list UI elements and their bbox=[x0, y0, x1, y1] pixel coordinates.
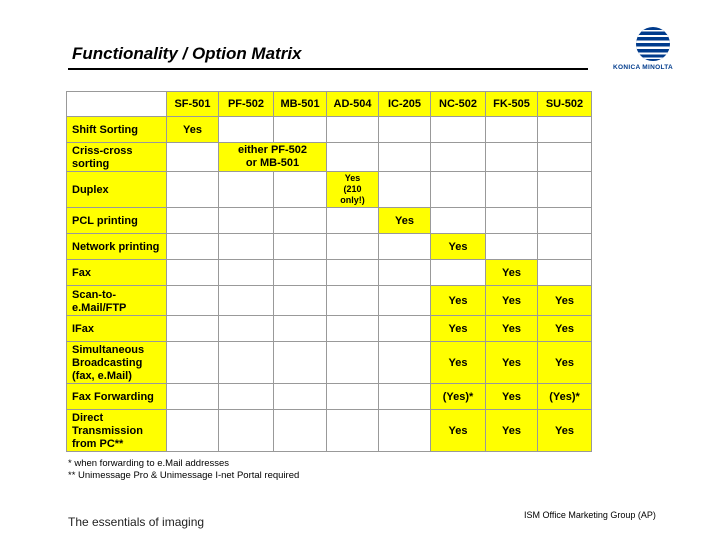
empty-cell bbox=[327, 234, 379, 260]
empty-cell bbox=[431, 172, 486, 208]
empty-cell bbox=[538, 234, 592, 260]
matrix-cell: Yes bbox=[431, 286, 486, 316]
empty-cell bbox=[167, 143, 219, 172]
matrix-cell: Yes bbox=[538, 410, 592, 452]
empty-cell bbox=[274, 410, 327, 452]
empty-cell bbox=[538, 117, 592, 143]
table-row bbox=[67, 208, 592, 234]
empty-cell bbox=[167, 410, 219, 452]
corner-cell bbox=[67, 92, 167, 117]
matrix-cell: Yes bbox=[167, 117, 219, 143]
column-header: MB-501 bbox=[274, 92, 327, 117]
footer-credit: ISM Office Marketing Group (AP) bbox=[524, 510, 656, 520]
table-row bbox=[67, 384, 592, 410]
empty-cell bbox=[167, 384, 219, 410]
column-header: AD-504 bbox=[327, 92, 379, 117]
empty-cell bbox=[327, 143, 379, 172]
empty-cell bbox=[274, 234, 327, 260]
empty-cell bbox=[431, 143, 486, 172]
empty-cell bbox=[538, 208, 592, 234]
empty-cell bbox=[167, 208, 219, 234]
row-label: Scan-to- e.Mail/FTP bbox=[67, 286, 167, 316]
empty-cell bbox=[486, 208, 538, 234]
empty-cell bbox=[219, 260, 274, 286]
empty-cell bbox=[219, 384, 274, 410]
table-row bbox=[67, 316, 592, 342]
matrix-cell: Yes bbox=[486, 410, 538, 452]
empty-cell bbox=[379, 260, 431, 286]
empty-cell bbox=[219, 342, 274, 384]
empty-cell bbox=[327, 117, 379, 143]
table-row bbox=[67, 234, 592, 260]
row-label: Fax bbox=[67, 260, 167, 286]
empty-cell bbox=[219, 208, 274, 234]
empty-cell bbox=[431, 260, 486, 286]
merged-cell: either PF-502 or MB-501 bbox=[219, 143, 327, 172]
empty-cell bbox=[274, 286, 327, 316]
empty-cell bbox=[379, 342, 431, 384]
empty-cell bbox=[274, 208, 327, 234]
table-row bbox=[67, 172, 592, 208]
logo-wordmark: KONICA MINOLTA bbox=[613, 64, 674, 71]
empty-cell bbox=[219, 410, 274, 452]
empty-cell bbox=[327, 316, 379, 342]
empty-cell bbox=[167, 316, 219, 342]
row-label: PCL printing bbox=[67, 208, 167, 234]
column-header: SU-502 bbox=[538, 92, 592, 117]
empty-cell bbox=[167, 286, 219, 316]
row-label: Shift Sorting bbox=[67, 117, 167, 143]
matrix-cell: Yes bbox=[486, 286, 538, 316]
row-label: Criss-cross sorting bbox=[67, 143, 167, 172]
column-header: NC-502 bbox=[431, 92, 486, 117]
empty-cell bbox=[274, 117, 327, 143]
empty-cell bbox=[167, 172, 219, 208]
empty-cell bbox=[538, 172, 592, 208]
empty-cell bbox=[327, 286, 379, 316]
empty-cell bbox=[379, 286, 431, 316]
matrix-cell: Yes bbox=[431, 234, 486, 260]
matrix-cell: Yes bbox=[486, 342, 538, 384]
empty-cell bbox=[327, 342, 379, 384]
empty-cell bbox=[486, 234, 538, 260]
matrix-cell: Yes bbox=[486, 384, 538, 410]
empty-cell bbox=[274, 384, 327, 410]
empty-cell bbox=[379, 172, 431, 208]
row-label: Direct Transmission from PC** bbox=[67, 410, 167, 452]
empty-cell bbox=[379, 384, 431, 410]
column-header: FK-505 bbox=[486, 92, 538, 117]
empty-cell bbox=[167, 260, 219, 286]
empty-cell bbox=[431, 117, 486, 143]
matrix-cell: Yes bbox=[538, 316, 592, 342]
matrix-cell: Yes bbox=[538, 342, 592, 384]
empty-cell bbox=[486, 172, 538, 208]
table-row bbox=[67, 117, 592, 143]
header-row bbox=[67, 92, 592, 117]
empty-cell bbox=[379, 143, 431, 172]
table-row bbox=[67, 143, 592, 172]
empty-cell bbox=[219, 316, 274, 342]
matrix-cell: Yes bbox=[431, 342, 486, 384]
row-label: Duplex bbox=[67, 172, 167, 208]
matrix-cell: Yes bbox=[486, 316, 538, 342]
empty-cell bbox=[219, 172, 274, 208]
table-row bbox=[67, 260, 592, 286]
table-row bbox=[67, 286, 592, 316]
row-label: Simultaneous Broadcasting (fax, e.Mail) bbox=[67, 342, 167, 384]
empty-cell bbox=[274, 172, 327, 208]
matrix-cell: (Yes)* bbox=[538, 384, 592, 410]
option-matrix-table bbox=[66, 91, 592, 452]
empty-cell bbox=[379, 234, 431, 260]
empty-cell bbox=[486, 117, 538, 143]
empty-cell bbox=[219, 117, 274, 143]
empty-cell bbox=[379, 410, 431, 452]
empty-cell bbox=[219, 234, 274, 260]
footnote: ** Unimessage Pro & Unimessage I-net Portal required bbox=[68, 470, 300, 481]
matrix-cell: Yes bbox=[379, 208, 431, 234]
table-row bbox=[67, 410, 592, 452]
empty-cell bbox=[486, 143, 538, 172]
empty-cell bbox=[167, 342, 219, 384]
matrix-cell: Yes bbox=[431, 410, 486, 452]
page-title: Functionality / Option Matrix bbox=[72, 44, 302, 63]
empty-cell bbox=[327, 384, 379, 410]
empty-cell bbox=[327, 410, 379, 452]
empty-cell bbox=[431, 208, 486, 234]
matrix-cell: Yes (210 only!) bbox=[327, 172, 379, 208]
column-header: SF-501 bbox=[167, 92, 219, 117]
empty-cell bbox=[274, 260, 327, 286]
column-header: PF-502 bbox=[219, 92, 274, 117]
empty-cell bbox=[379, 117, 431, 143]
empty-cell bbox=[538, 260, 592, 286]
row-label: IFax bbox=[67, 316, 167, 342]
empty-cell bbox=[327, 260, 379, 286]
row-label: Network printing bbox=[67, 234, 167, 260]
matrix-cell: Yes bbox=[431, 316, 486, 342]
table-row bbox=[67, 342, 592, 384]
matrix-cell: Yes bbox=[538, 286, 592, 316]
matrix-cell: (Yes)* bbox=[431, 384, 486, 410]
matrix-cell: Yes bbox=[486, 260, 538, 286]
footnote: * when forwarding to e.Mail addresses bbox=[68, 458, 230, 469]
empty-cell bbox=[274, 316, 327, 342]
title-underline bbox=[68, 68, 588, 70]
empty-cell bbox=[274, 342, 327, 384]
footnotes bbox=[68, 458, 299, 482]
column-header: IC-205 bbox=[379, 92, 431, 117]
empty-cell bbox=[219, 286, 274, 316]
tagline: The essentials of imaging bbox=[68, 515, 205, 529]
empty-cell bbox=[167, 234, 219, 260]
empty-cell bbox=[379, 316, 431, 342]
row-label: Fax Forwarding bbox=[67, 384, 167, 410]
empty-cell bbox=[327, 208, 379, 234]
empty-cell bbox=[538, 143, 592, 172]
